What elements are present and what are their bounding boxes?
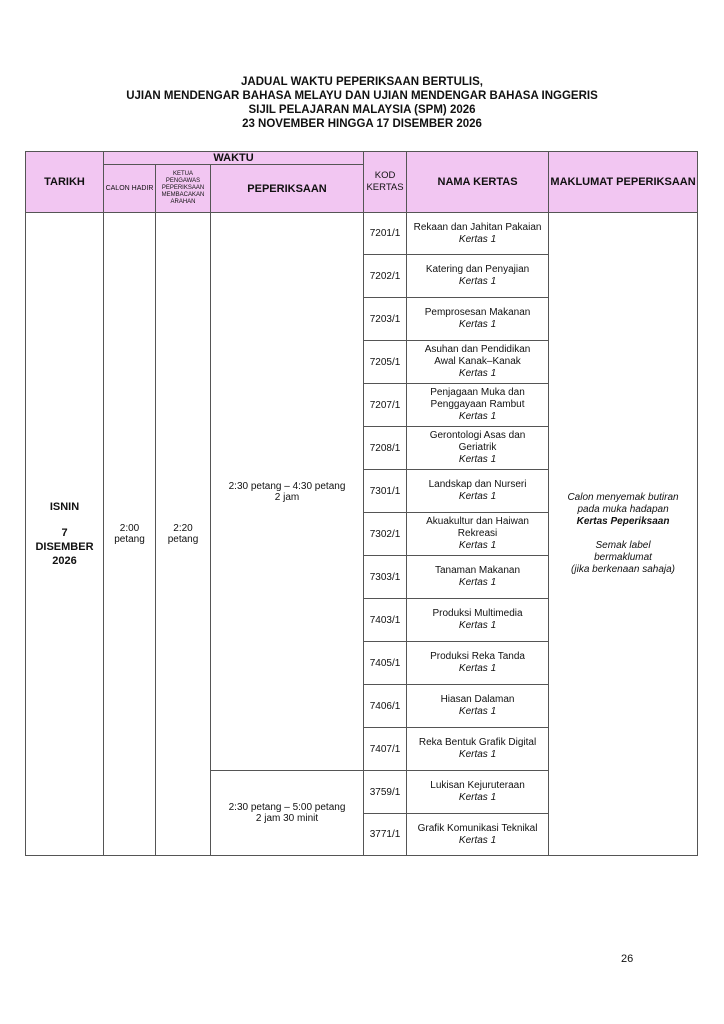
exam-date-month: DISEMBER	[35, 541, 94, 553]
header-nama-kertas: NAMA KERTAS	[407, 152, 549, 213]
paper-name: Penjagaan Muka dan Penggayaan Rambut Kertas 1	[407, 384, 549, 427]
paper-name: Reka Bentuk Grafik Digital Kertas 1	[407, 728, 549, 771]
exam-date	[26, 213, 104, 856]
paper-code: 7406/1	[364, 685, 407, 728]
title-line-2: UJIAN MENDENGAR BAHASA MELAYU DAN UJIAN MENDENGAR BAHASA INGGERIS	[126, 90, 598, 102]
calon-hadir-time: 2:00 petang	[104, 213, 156, 856]
paper-name: Landskap dan Nurseri Kertas 1	[407, 470, 549, 513]
exam-date-year: 2026	[52, 555, 77, 567]
exam-info: Calon menyemak butiran pada muka hadapan Kertas Peperiksaan Semak label bermaklumat (jika berkenaan sahaja)	[549, 213, 698, 856]
paper-code: 7203/1	[364, 298, 407, 341]
header-tarikh: TARIKH	[26, 152, 104, 213]
paper-code: 7202/1	[364, 255, 407, 298]
exam-date-day: 7	[61, 527, 68, 539]
ketua-pengawas-time: 2:20 petang	[156, 213, 211, 856]
exam-day: ISNIN	[49, 501, 80, 513]
title-line-4: 23 NOVEMBER HINGGA 17 DISEMBER 2026	[242, 118, 482, 130]
paper-code: 7303/1	[364, 556, 407, 599]
paper-name: Hiasan Dalaman Kertas 1	[407, 685, 549, 728]
paper-code: 7301/1	[364, 470, 407, 513]
title-line-1: JADUAL WAKTU PEPERIKSAAN BERTULIS,	[241, 76, 483, 88]
paper-code: 3771/1	[364, 814, 407, 856]
table-row	[26, 213, 698, 255]
paper-code: 7403/1	[364, 599, 407, 642]
paper-code: 7205/1	[364, 341, 407, 384]
paper-name: Pemprosesan Makanan Kertas 1	[407, 298, 549, 341]
paper-name: Grafik Komunikasi Teknikal Kertas 1	[407, 814, 549, 856]
header-ketua-pengawas: KETUA PENGAWAS PEPERIKSAAN MEMBACAKAN ARAHAN	[156, 165, 211, 213]
paper-name: Tanaman Makanan Kertas 1	[407, 556, 549, 599]
paper-code: 7207/1	[364, 384, 407, 427]
paper-name: Akuakultur dan Haiwan Rekreasi Kertas 1	[407, 513, 549, 556]
header-maklumat: MAKLUMAT PEPERIKSAAN	[549, 152, 698, 213]
paper-name: Produksi Multimedia Kertas 1	[407, 599, 549, 642]
paper-code: 7405/1	[364, 642, 407, 685]
document-title	[0, 75, 724, 131]
session-2-time: 2:30 petang – 5:00 petang 2 jam 30 minit	[211, 771, 364, 856]
header-kod-kertas: KOD KERTAS	[364, 152, 407, 213]
session-1-time: 2:30 petang – 4:30 petang 2 jam	[211, 213, 364, 771]
header-waktu: WAKTU	[104, 152, 364, 165]
paper-code: 7302/1	[364, 513, 407, 556]
page-number: 26	[621, 953, 634, 965]
paper-name: Asuhan dan Pendidikan Awal Kanak–Kanak Kertas 1	[407, 341, 549, 384]
exam-timetable	[25, 151, 698, 856]
header-calon-hadir: CALON HADIR	[104, 165, 156, 213]
paper-code: 7208/1	[364, 427, 407, 470]
paper-name: Katering dan Penyajian Kertas 1	[407, 255, 549, 298]
title-line-3: SIJIL PELAJARAN MALAYSIA (SPM) 2026	[248, 104, 476, 116]
paper-name: Lukisan Kejuruteraan Kertas 1	[407, 771, 549, 814]
paper-code: 3759/1	[364, 771, 407, 814]
paper-name: Produksi Reka Tanda Kertas 1	[407, 642, 549, 685]
paper-name: Gerontologi Asas dan Geriatrik Kertas 1	[407, 427, 549, 470]
paper-name: Rekaan dan Jahitan Pakaian Kertas 1	[407, 213, 549, 255]
paper-code: 7201/1	[364, 213, 407, 255]
header-peperiksaan: PEPERIKSAAN	[211, 165, 364, 213]
paper-code: 7407/1	[364, 728, 407, 771]
